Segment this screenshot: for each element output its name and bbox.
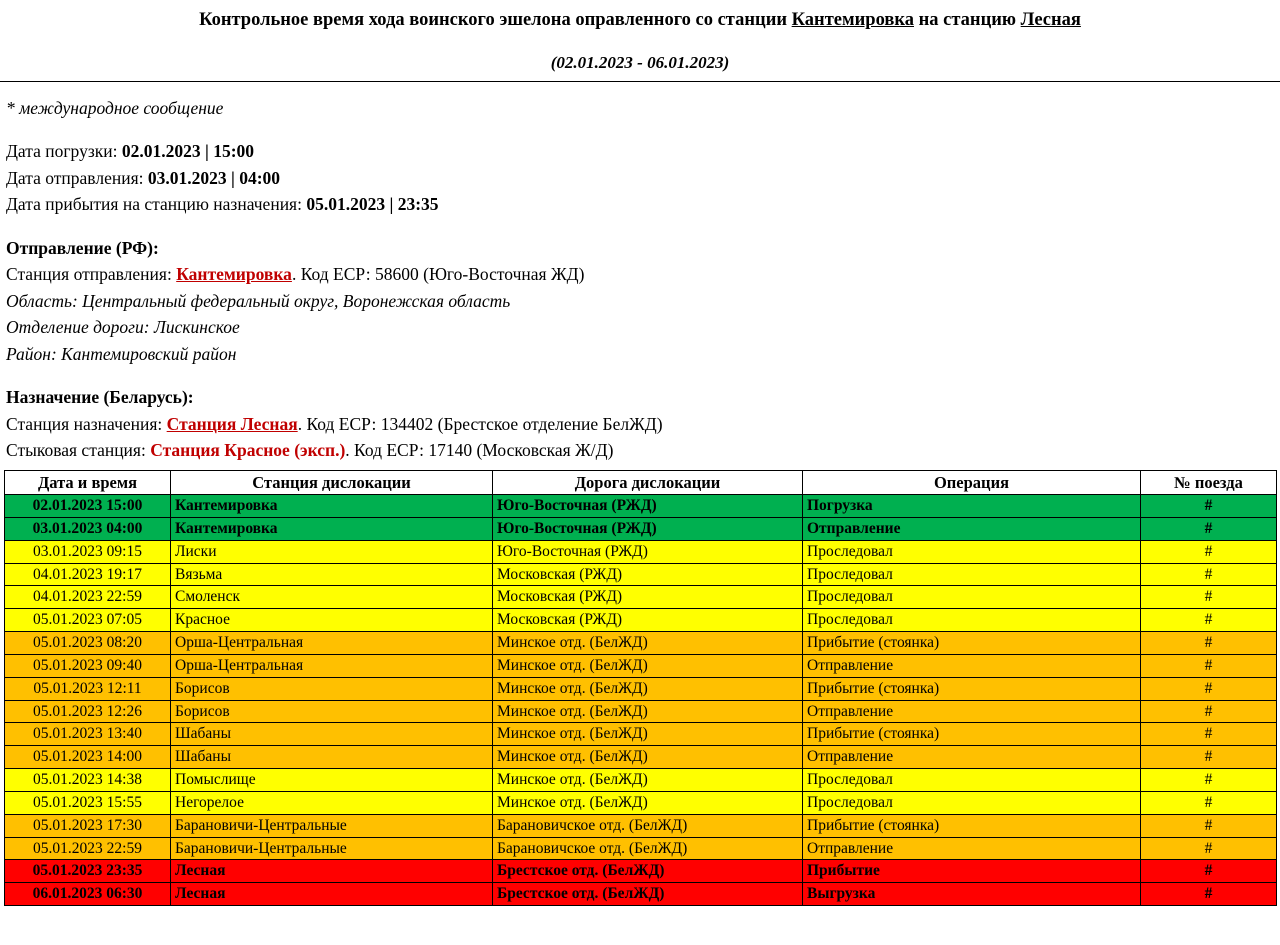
cell-operation: Прибытие (стоянка) [803, 632, 1141, 655]
junction-station-rest: . Код ЕСР: 17140 (Московская Ж/Д) [345, 440, 614, 461]
cell-train: # [1141, 723, 1277, 746]
departure-date-line [6, 167, 1280, 188]
table-row [5, 700, 1277, 723]
cell-road: Московская (РЖД) [493, 563, 803, 586]
cell-road: Юго-Восточная (РЖД) [493, 540, 803, 563]
origin-station-name: Кантемировка [176, 264, 292, 285]
page-title-middle: на станцию [913, 10, 1021, 30]
cell-datetime: 05.01.2023 14:38 [5, 769, 171, 792]
cell-train: # [1141, 700, 1277, 723]
cell-station: Лесная [171, 883, 493, 906]
page-title-prefix: Контрольное время хода воинского эшелона оправленного со станции [199, 10, 792, 30]
cell-train: # [1141, 837, 1277, 860]
table-row [5, 654, 1277, 677]
cell-operation: Проследовал [803, 769, 1141, 792]
cell-station: Лиски [171, 540, 493, 563]
table-row [5, 632, 1277, 655]
info-block [0, 82, 1280, 460]
cell-datetime: 04.01.2023 19:17 [5, 563, 171, 586]
destination-station-title: Лесная [1020, 10, 1081, 30]
junction-station-line [6, 442, 1280, 460]
column-header-train: № поезда [1141, 470, 1277, 494]
table-row [5, 495, 1277, 518]
cell-station: Кантемировка [171, 495, 493, 518]
cell-road: Минское отд. (БелЖД) [493, 723, 803, 746]
table-row [5, 677, 1277, 700]
cell-station: Красное [171, 609, 493, 632]
cell-operation: Прибытие [803, 860, 1141, 883]
cell-datetime: 05.01.2023 09:40 [5, 654, 171, 677]
table-row [5, 540, 1277, 563]
cell-station: Борисов [171, 677, 493, 700]
origin-station-line [6, 266, 1280, 284]
origin-division-line: Отделение дороги: Лискинское [6, 317, 240, 338]
table-header [5, 470, 1277, 494]
schedule-table [4, 470, 1277, 906]
cell-station: Шабаны [171, 723, 493, 746]
cell-train: # [1141, 769, 1277, 792]
arrival-date-value: 05.01.2023 | 23:35 [306, 194, 439, 215]
cell-train: # [1141, 677, 1277, 700]
cell-station: Лесная [171, 860, 493, 883]
cell-road: Минское отд. (БелЖД) [493, 791, 803, 814]
cell-station: Орша-Центральная [171, 632, 493, 655]
international-note: * международное сообщение [6, 97, 224, 118]
cell-train: # [1141, 632, 1277, 655]
table-row [5, 563, 1277, 586]
table-row [5, 860, 1277, 883]
cell-operation: Отправление [803, 700, 1141, 723]
cell-train: # [1141, 746, 1277, 769]
cell-operation: Проследовал [803, 563, 1141, 586]
loading-date-label: Дата погрузки: [6, 141, 118, 162]
table-header-row [5, 470, 1277, 494]
cell-station: Вязьма [171, 563, 493, 586]
table-row [5, 609, 1277, 632]
origin-district-line: Район: Кантемировский район [6, 343, 237, 364]
cell-operation: Выгрузка [803, 883, 1141, 906]
cell-datetime: 05.01.2023 12:11 [5, 677, 171, 700]
cell-road: Московская (РЖД) [493, 609, 803, 632]
cell-datetime: 05.01.2023 22:59 [5, 837, 171, 860]
cell-datetime: 02.01.2023 15:00 [5, 495, 171, 518]
cell-operation: Прибытие (стоянка) [803, 677, 1141, 700]
cell-train: # [1141, 791, 1277, 814]
cell-road: Барановичское отд. (БелЖД) [493, 814, 803, 837]
cell-datetime: 05.01.2023 23:35 [5, 860, 171, 883]
page-title [0, 6, 1280, 33]
origin-region-line: Область: Центральный федеральный округ, Воронежская область [6, 290, 511, 311]
departure-date-value: 03.01.2023 | 04:00 [147, 167, 281, 188]
table-row [5, 837, 1277, 860]
cell-train: # [1141, 495, 1277, 518]
cell-station: Барановичи-Центральные [171, 814, 493, 837]
column-header-operation: Операция [803, 470, 1141, 494]
cell-road: Юго-Восточная (РЖД) [493, 517, 803, 540]
cell-station: Негорелое [171, 791, 493, 814]
cell-operation: Погрузка [803, 495, 1141, 518]
cell-train: # [1141, 540, 1277, 563]
cell-operation: Проследовал [803, 609, 1141, 632]
info-spacer-2 [6, 372, 1280, 389]
cell-road: Минское отд. (БелЖД) [493, 746, 803, 769]
info-spacer-1 [6, 223, 1280, 240]
cell-datetime: 03.01.2023 09:15 [5, 540, 171, 563]
cell-road: Московская (РЖД) [493, 586, 803, 609]
cell-station: Борисов [171, 700, 493, 723]
table-row [5, 586, 1277, 609]
cell-station: Шабаны [171, 746, 493, 769]
date-range-subtitle: (02.01.2023 - 06.01.2023) [550, 52, 730, 72]
origin-station-label: Станция отправления: [6, 264, 177, 285]
table-body [5, 495, 1277, 906]
cell-road: Минское отд. (БелЖД) [493, 700, 803, 723]
cell-road: Минское отд. (БелЖД) [493, 654, 803, 677]
loading-date-line [6, 143, 1280, 161]
junction-station-label: Стыковая станция: [6, 440, 151, 461]
table-row [5, 746, 1277, 769]
cell-datetime: 05.01.2023 08:20 [5, 632, 171, 655]
cell-road: Брестское отд. (БелЖД) [493, 860, 803, 883]
cell-datetime: 05.01.2023 14:00 [5, 746, 171, 769]
cell-road: Минское отд. (БелЖД) [493, 769, 803, 792]
origin-station-rest: . Код ЕСР: 58600 (Юго-Восточная ЖД) [291, 264, 585, 285]
destination-station-label: Станция назначения: [6, 413, 167, 434]
cell-operation: Прибытие (стоянка) [803, 814, 1141, 837]
cell-operation: Проследовал [803, 791, 1141, 814]
cell-road: Юго-Восточная (РЖД) [493, 495, 803, 518]
destination-station-name: Станция Лесная [166, 413, 298, 434]
destination-station-rest: . Код ЕСР: 134402 (Брестское отделение БелЖД) [297, 413, 663, 434]
arrival-date-line [6, 196, 1280, 214]
arrival-date-label: Дата прибытия на станцию назначения: [6, 194, 302, 215]
cell-datetime: 05.01.2023 17:30 [5, 814, 171, 837]
cell-datetime: 05.01.2023 12:26 [5, 700, 171, 723]
cell-road: Брестское отд. (БелЖД) [493, 883, 803, 906]
column-header-road: Дорога дислокации [493, 470, 803, 494]
loading-date-value: 02.01.2023 | 15:00 [121, 141, 255, 162]
cell-station: Помыслище [171, 769, 493, 792]
cell-train: # [1141, 609, 1277, 632]
cell-road: Минское отд. (БелЖД) [493, 677, 803, 700]
departure-date-label: Дата отправления: [6, 167, 144, 188]
origin-section-heading: Отправление (РФ): [6, 237, 159, 258]
cell-station: Барановичи-Центральные [171, 837, 493, 860]
cell-operation: Проследовал [803, 586, 1141, 609]
table-row [5, 769, 1277, 792]
cell-operation: Отправление [803, 654, 1141, 677]
junction-station-name: Станция Красное (эксп.) [150, 440, 346, 461]
cell-train: # [1141, 654, 1277, 677]
cell-datetime: 06.01.2023 06:30 [5, 883, 171, 906]
cell-operation: Отправление [803, 517, 1141, 540]
cell-train: # [1141, 517, 1277, 540]
cell-datetime: 05.01.2023 13:40 [5, 723, 171, 746]
cell-train: # [1141, 586, 1277, 609]
table-row [5, 883, 1277, 906]
table-row [5, 814, 1277, 837]
cell-station: Кантемировка [171, 517, 493, 540]
cell-datetime: 04.01.2023 22:59 [5, 586, 171, 609]
cell-train: # [1141, 814, 1277, 837]
cell-operation: Отправление [803, 746, 1141, 769]
cell-datetime: 05.01.2023 15:55 [5, 791, 171, 814]
cell-train: # [1141, 883, 1277, 906]
cell-operation: Проследовал [803, 540, 1141, 563]
cell-station: Орша-Центральная [171, 654, 493, 677]
cell-road: Барановичское отд. (БелЖД) [493, 837, 803, 860]
cell-datetime: 03.01.2023 04:00 [5, 517, 171, 540]
destination-station-line [6, 413, 1280, 434]
table-row [5, 791, 1277, 814]
origin-station-title: Кантемировка [791, 10, 914, 30]
column-header-datetime: Дата и время [5, 470, 171, 494]
cell-operation: Прибытие (стоянка) [803, 723, 1141, 746]
cell-road: Минское отд. (БелЖД) [493, 632, 803, 655]
cell-train: # [1141, 860, 1277, 883]
document-header [0, 0, 1280, 73]
destination-section-heading: Назначение (Беларусь): [6, 387, 194, 408]
cell-train: # [1141, 563, 1277, 586]
cell-station: Смоленск [171, 586, 493, 609]
column-header-station: Станция дислокации [171, 470, 493, 494]
table-row [5, 723, 1277, 746]
cell-operation: Отправление [803, 837, 1141, 860]
table-row [5, 517, 1277, 540]
cell-datetime: 05.01.2023 07:05 [5, 609, 171, 632]
